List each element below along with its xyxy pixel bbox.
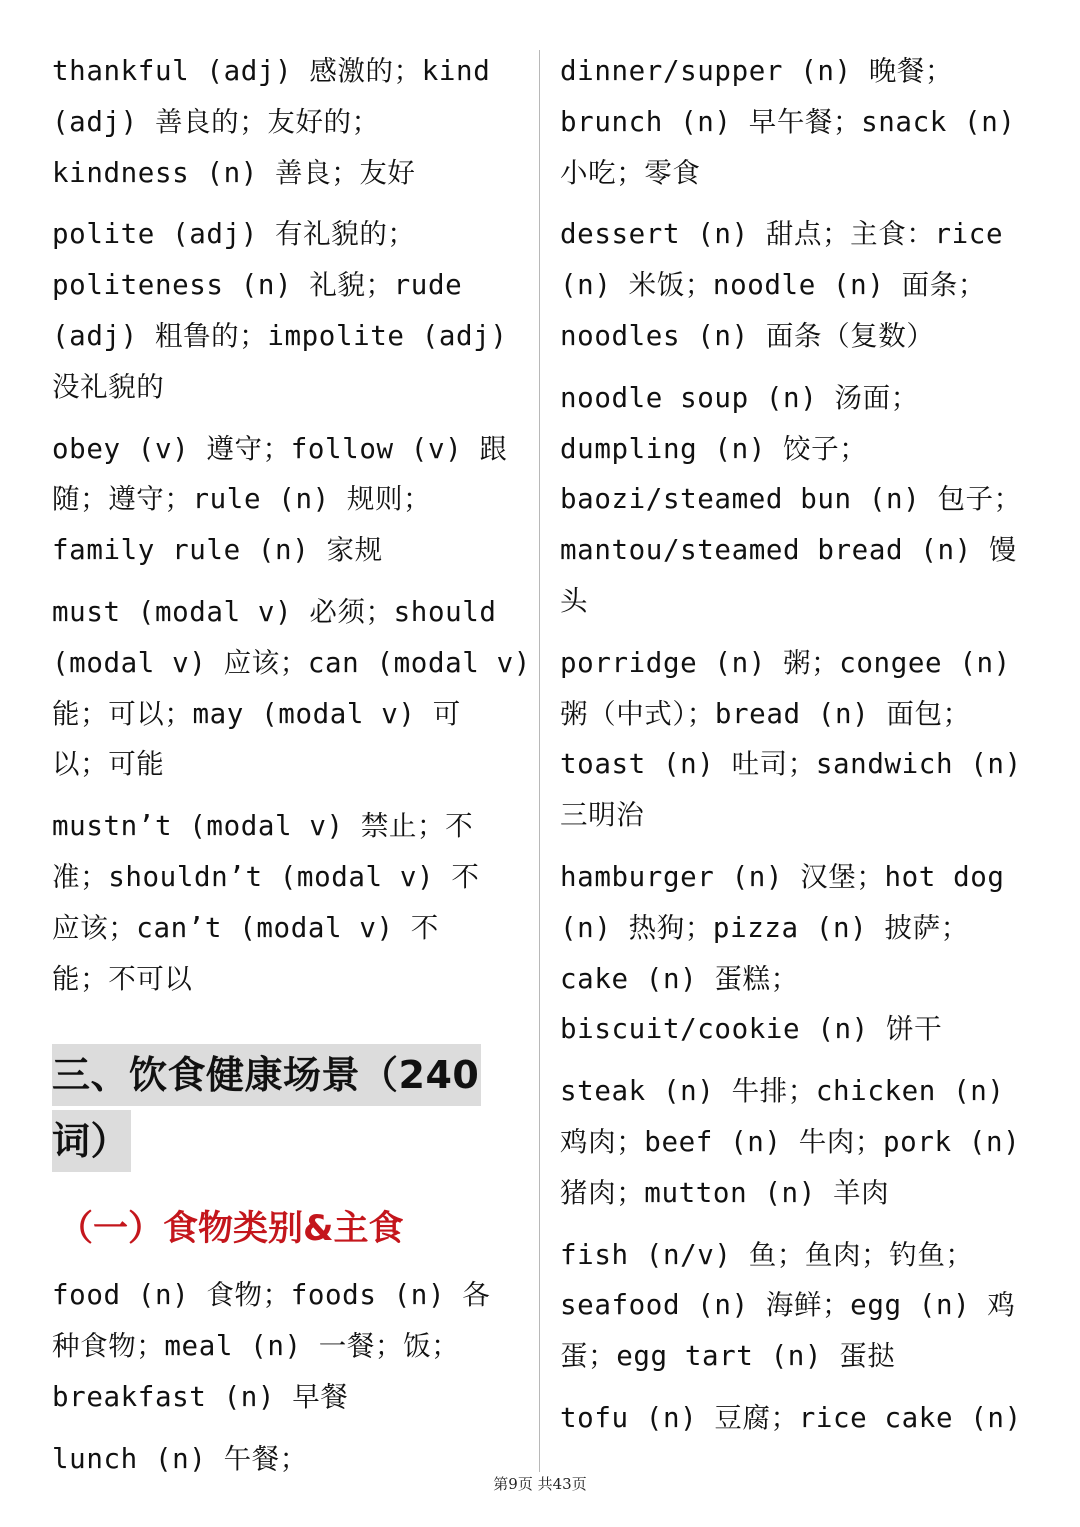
- vocab-line: 没礼貌的: [52, 370, 165, 403]
- vocab-line: 随；遵守；rule (n) 规则；: [52, 483, 432, 516]
- vocab-line: baozi/steamed bun (n) 包子；: [560, 483, 1022, 516]
- vocab-line: mantou/steamed bread (n) 馒: [560, 534, 1018, 567]
- vocab-entry: [52, 1270, 530, 1422]
- left-entries-top: [52, 46, 530, 1004]
- vocab-entry: [52, 587, 530, 790]
- vocab-entry: [560, 373, 1052, 627]
- vocab-line: 蛋；egg tart (n) 蛋挞: [560, 1340, 896, 1373]
- vocab-line: dessert (n) 甜点；主食：rice: [560, 218, 1004, 251]
- vocab-line: 猪肉；mutton (n) 羊肉: [560, 1176, 890, 1209]
- vocab-line: must (modal v) 必须；should: [52, 595, 497, 628]
- vocab-line: 能；可以；may (modal v) 可: [52, 697, 461, 730]
- vocab-entry: [52, 424, 530, 576]
- vocab-line: lunch (n) 午餐；: [52, 1442, 308, 1475]
- vocab-line: tofu (n) 豆腐；rice cake (n): [560, 1401, 1022, 1434]
- vocab-line: kindness (n) 善良；友好: [52, 156, 416, 189]
- vocab-line: (adj) 粗鲁的；impolite (adj): [52, 319, 508, 352]
- vocab-entry: [560, 46, 1052, 198]
- vocab-line: 能；不可以: [52, 962, 193, 995]
- vocab-entry: [52, 209, 530, 412]
- vocab-line: seafood (n) 海鲜；egg (n) 鸡: [560, 1289, 1016, 1322]
- vocab-line: porridge (n) 粥；congee (n): [560, 646, 1011, 679]
- vocab-line: 小吃；零食: [560, 156, 701, 189]
- vocab-entry: [560, 1066, 1052, 1218]
- vocab-line: noodles (n) 面条（复数）: [560, 319, 935, 352]
- vocab-line: 头: [560, 584, 589, 617]
- vocab-line: dinner/supper (n) 晚餐；: [560, 55, 954, 87]
- vocab-line: family rule (n) 家规: [52, 534, 383, 567]
- vocab-line: 以；可能: [52, 748, 165, 781]
- vocab-entry: [560, 209, 1052, 361]
- vocab-line: (n) 米饭；noodle (n) 面条；: [560, 269, 986, 302]
- vocab-line: toast (n) 吐司；sandwich (n): [560, 748, 1022, 781]
- vocab-line: brunch (n) 早午餐；snack (n): [560, 105, 1016, 138]
- vocab-line: food (n) 食物；foods (n) 各: [52, 1279, 491, 1312]
- left-entries-bottom: [52, 1270, 530, 1484]
- vocab-line: steak (n) 牛排；chicken (n): [560, 1075, 1005, 1108]
- right-entries: [560, 46, 1052, 1444]
- vocab-line: hamburger (n) 汉堡；hot dog: [560, 860, 1005, 893]
- vocab-line: (n) 热狗；pizza (n) 披萨；: [560, 911, 969, 944]
- vocab-line: breakfast (n) 早餐: [52, 1380, 349, 1413]
- vocab-line: politeness (n) 礼貌；rude: [52, 269, 463, 302]
- vocab-line: 鸡肉；beef (n) 牛肉；pork (n): [560, 1125, 1021, 1158]
- sub-heading: （一）食物类别&主食: [58, 1209, 404, 1250]
- vocab-entry: [52, 801, 530, 1004]
- vocab-line: obey (v) 遵守；follow (v) 跟: [52, 432, 508, 465]
- vocab-line: thankful (adj) 感激的；kind: [52, 55, 491, 87]
- vocab-line: polite (adj) 有礼貌的；: [52, 218, 416, 251]
- right-column: [560, 46, 1052, 1455]
- vocab-line: 准；shouldn’t (modal v) 不: [52, 860, 480, 893]
- column-divider: [539, 50, 540, 1472]
- vocab-line: 粥（中式）；bread (n) 面包；: [560, 697, 971, 730]
- vocab-line: mustn’t (modal v) 禁止；不: [52, 810, 474, 843]
- vocab-line: (adj) 善良的；友好的；: [52, 105, 380, 138]
- vocab-line: 种食物；meal (n) 一餐；饭；: [52, 1330, 460, 1363]
- section-heading-line-2: 词）: [52, 1110, 131, 1172]
- section-heading-line-1: 三、饮食健康场景（240: [52, 1044, 481, 1106]
- page-footer: 第9页 共43页: [493, 1475, 587, 1493]
- vocab-line: 三明治: [560, 799, 645, 832]
- vocab-line: (modal v) 应该；can (modal v): [52, 646, 531, 679]
- vocab-line: dumpling (n) 饺子；: [560, 432, 868, 465]
- vocab-line: noodle soup (n) 汤面；: [560, 381, 919, 414]
- vocab-entry: [560, 1393, 1052, 1444]
- vocab-entry: [560, 852, 1052, 1055]
- vocab-line: biscuit/cookie (n) 饼干: [560, 1013, 943, 1046]
- left-column: [52, 46, 530, 1496]
- vocab-line: cake (n) 蛋糕；: [560, 962, 799, 995]
- section-heading: [52, 1044, 530, 1176]
- vocab-line: 应该；can’t (modal v) 不: [52, 911, 439, 944]
- vocab-entry: [560, 638, 1052, 841]
- vocab-entry: [52, 46, 530, 198]
- vocab-line: fish (n/v) 鱼；鱼肉；钓鱼；: [560, 1238, 974, 1271]
- vocab-entry: [560, 1230, 1052, 1382]
